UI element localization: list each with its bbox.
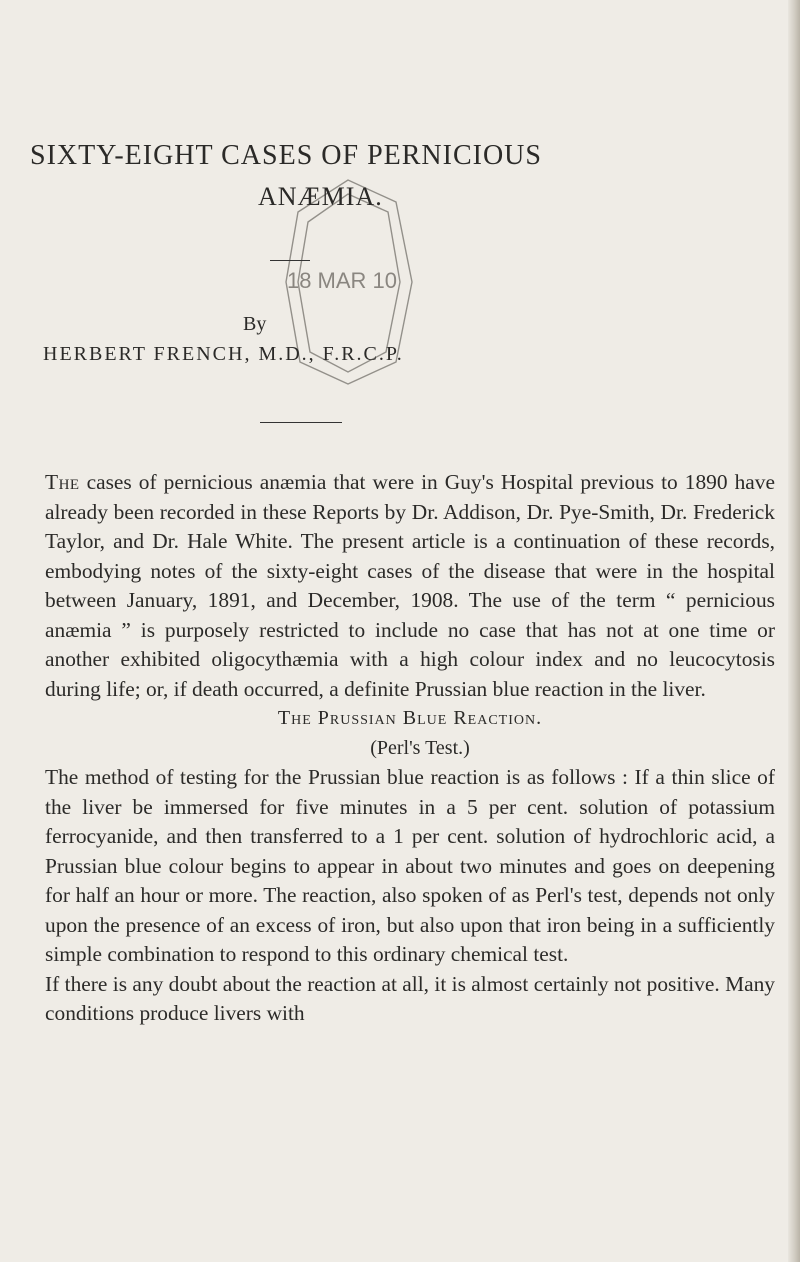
article-body	[45, 468, 775, 1029]
section-subheading: (Perl's Test.)	[370, 736, 470, 759]
intro-text: cases of pernicious anæmia that were in Guy's Hospital previous to 1890 have already been recorded in these Reports by Dr. Addison, Dr. Pye-Smith, Dr. Frederick Taylor, and Dr. Hale White. The present article is a continuation of these records, embodying notes of the sixty-eight cases of the disease that were in the hospital between January, 1891, and December, 1908. The use of the term “ pernicious anæmia ” is purposely restricted to include no case that has not at one time or another exhibited oligocythæmia with a high colour index and no leucocytosis during life; or, if death occurred, a definite Prussian blue reaction in the liver.	[45, 470, 775, 701]
page-edge-shadow	[788, 0, 800, 1262]
method-paragraph: The method of testing for the Prussian blue reaction is as follows : If a thin slice of the liver be immersed for five minutes in a 5 per cent. solution of potassium ferrocyanide, and then transferred to a 1 per cent. solution of hydrochloric acid, a Prussian blue colour begins to appear in about two minutes and goes on deepening for half an hour or more. The reaction, also spoken of as Perl's test, depends not only upon the presence of an excess of iron, but also upon that iron being in a sufficiently simple combination to respond to this ordinary chemical test.	[45, 765, 775, 966]
article-title-line2: ANÆMIA.	[258, 182, 383, 211]
title-rule	[270, 260, 310, 261]
separator-rule	[260, 422, 342, 423]
doubt-paragraph: If there is any doubt about the reaction at all, it is almost certainly not positive. Many conditions produce livers with	[45, 971, 775, 1025]
article-title-line1: SIXTY-EIGHT CASES OF PERNICIOUS	[30, 140, 542, 171]
author-name: HERBERT FRENCH, M.D., F.R.C.P.	[43, 343, 404, 365]
stamp-date: 18 MAR 10	[286, 268, 398, 293]
section-heading: The Prussian Blue Reaction.	[277, 707, 543, 729]
byline: By	[243, 313, 267, 335]
intro-lead-word: The	[45, 470, 80, 494]
intro-paragraph	[45, 468, 775, 704]
